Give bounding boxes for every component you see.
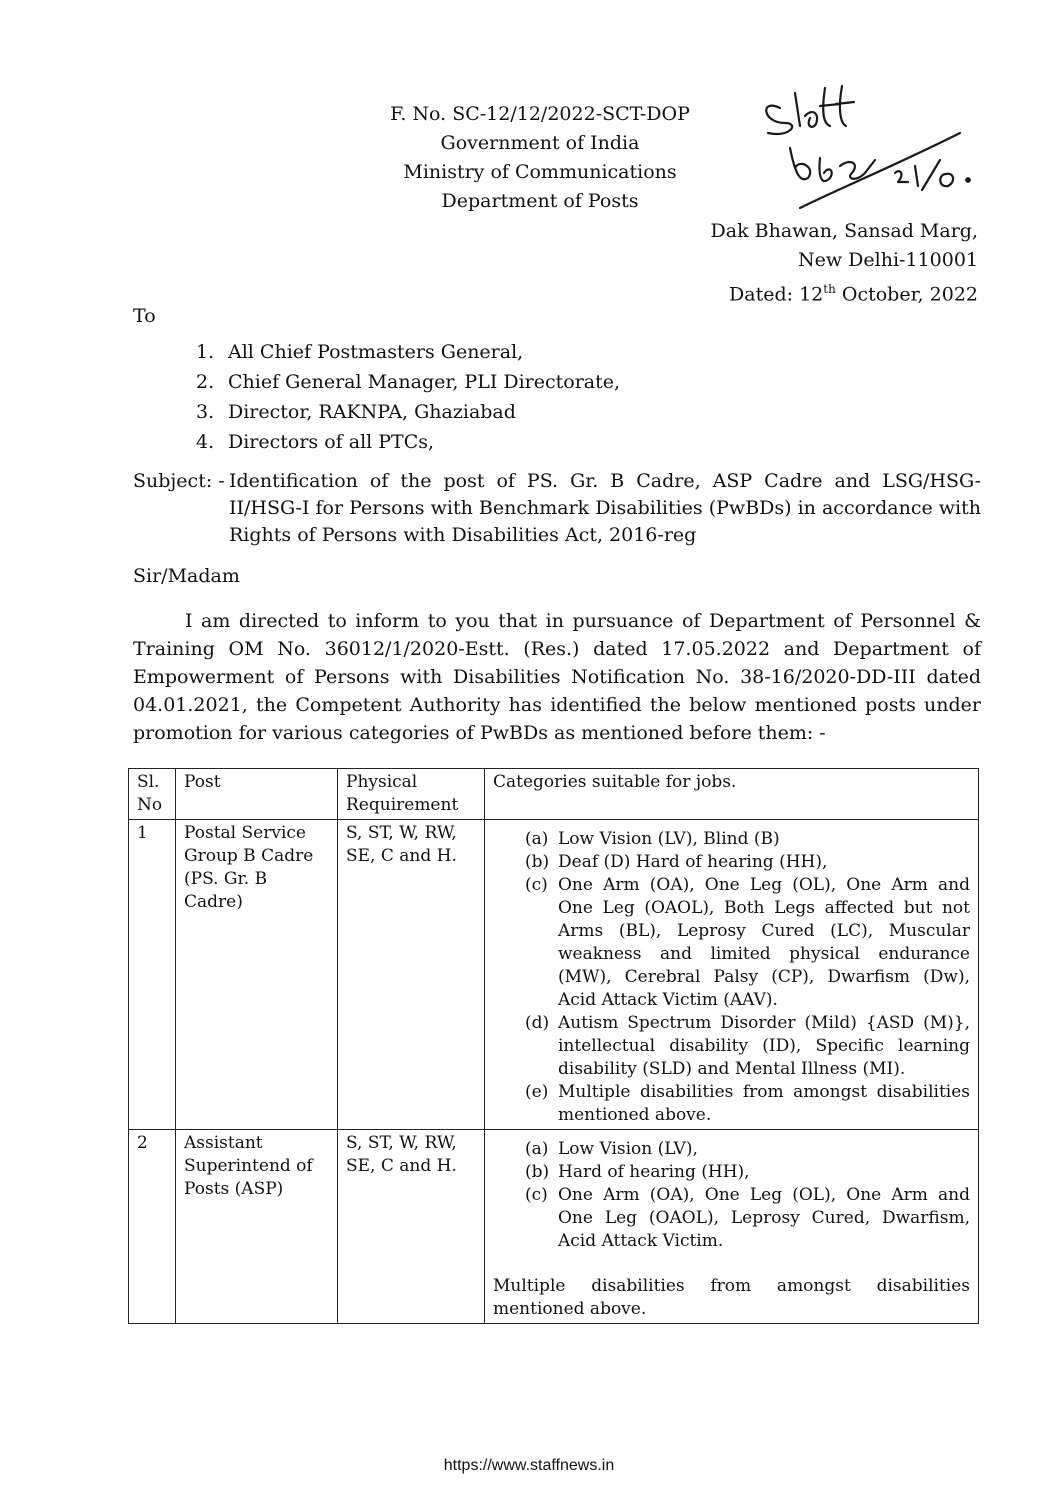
row-physical: S, ST, W, RW, SE, C and H. xyxy=(338,1130,485,1324)
government-name: Government of India xyxy=(440,132,640,154)
letter-header xyxy=(340,100,740,216)
row-sl: 1 xyxy=(129,820,176,1130)
header-categories: Categories suitable for jobs. xyxy=(485,769,979,820)
table-row xyxy=(129,1130,979,1324)
body-paragraph: I am directed to inform to you that in pursuance of Department of Personnel & Training OM No. 36012/1/2020-Estt. (Res.) dated 17.05.2022 and Department of Empowerment of Persons with Disabilities Notification No. 38-16/2020-DD-III dated 04.01.2021, the Competent Authority has identified the below mentioned posts under promotion for various categories of PwBDs as mentioned before them: - xyxy=(133,610,981,744)
recipient-item: 1. All Chief Postmasters General, xyxy=(196,341,524,363)
department-name: Department of Posts xyxy=(441,190,639,212)
sender-address xyxy=(711,217,978,309)
category-item: (c) One Arm (OA), One Leg (OL), One Arm and One Leg (OAOL), Both Legs affected but not Arms (BL), Leprosy Cured (LC), Muscular weakness and limited physical endurance (MW), Cerebral Palsy (CP), Dwarfism (Dw), Acid Attack Victim (AAV). xyxy=(525,875,970,1010)
row-sl: 2 xyxy=(129,1130,176,1324)
ministry-name: Ministry of Communications xyxy=(403,161,677,183)
handwritten-signature xyxy=(750,78,980,238)
category-item: (c) One Arm (OA), One Leg (OL), One Arm and One Leg (OAOL), Leprosy Cured, Dwarfism, Acid Attack Victim. xyxy=(525,1185,970,1251)
subject-text: Identification of the post of PS. Gr. B Cadre, ASP Cadre and LSG/HSG-II/HSG-I for Persons with Benchmark Disabilities (PwBDs) in accordance with Rights of Persons with Disabilities Act, 2016-reg xyxy=(229,470,981,546)
category-item: (d) Autism Spectrum Disorder (Mild) {ASD (M)}, intellectual disability (ID), Specific learning disability (SLD) and Mental Illness (MI). xyxy=(525,1013,970,1079)
recipient-item: 3. Director, RAKNPA, Ghaziabad xyxy=(196,401,516,423)
subject-block xyxy=(133,468,981,549)
subject-label: Subject: - xyxy=(133,470,225,492)
category-item: (a) Low Vision (LV), Blind (B) xyxy=(525,829,780,849)
address-line-1: Dak Bhawan, Sansad Marg, xyxy=(710,220,978,242)
recipient-item: 2. Chief General Manager, PLI Directorate, xyxy=(196,371,621,393)
category-item: (b) Hard of hearing (HH), xyxy=(525,1162,750,1182)
category-item: (e) Multiple disabilities from amongst disabilities mentioned above. xyxy=(525,1082,970,1125)
table-row xyxy=(129,820,979,1130)
category-item: (b) Deaf (D) Hard of hearing (HH), xyxy=(525,852,828,872)
to-label: To xyxy=(133,305,156,327)
row-extra-note: Multiple disabilities from amongst disabilities mentioned above. xyxy=(493,1276,970,1319)
category-item: (a) Low Vision (LV), xyxy=(525,1139,698,1159)
row-post: Assistant Superintend of Posts (ASP) xyxy=(176,1130,338,1324)
letter-date: Dated: 12th October, 2022 xyxy=(729,282,978,306)
recipient-item: 4. Directors of all PTCs, xyxy=(196,431,435,453)
salutation: Sir/Madam xyxy=(133,565,240,587)
row-categories xyxy=(485,1130,979,1324)
address-line-2: New Delhi-110001 xyxy=(798,249,978,271)
row-physical: S, ST, W, RW, SE, C and H. xyxy=(338,820,485,1130)
recipient-list xyxy=(196,337,620,457)
header-sl-no: Sl. No xyxy=(129,769,176,820)
row-categories xyxy=(485,820,979,1130)
file-number: F. No. SC-12/12/2022-SCT-DOP xyxy=(390,103,690,125)
posts-table xyxy=(128,768,979,1324)
footer-url: https://www.staffnews.in xyxy=(443,1457,615,1474)
header-post: Post xyxy=(176,769,338,820)
row-post: Postal Service Group B Cadre (PS. Gr. B Cadre) xyxy=(176,820,338,1130)
header-physical: Physical Requirement xyxy=(338,769,485,820)
table-header-row xyxy=(129,769,979,820)
